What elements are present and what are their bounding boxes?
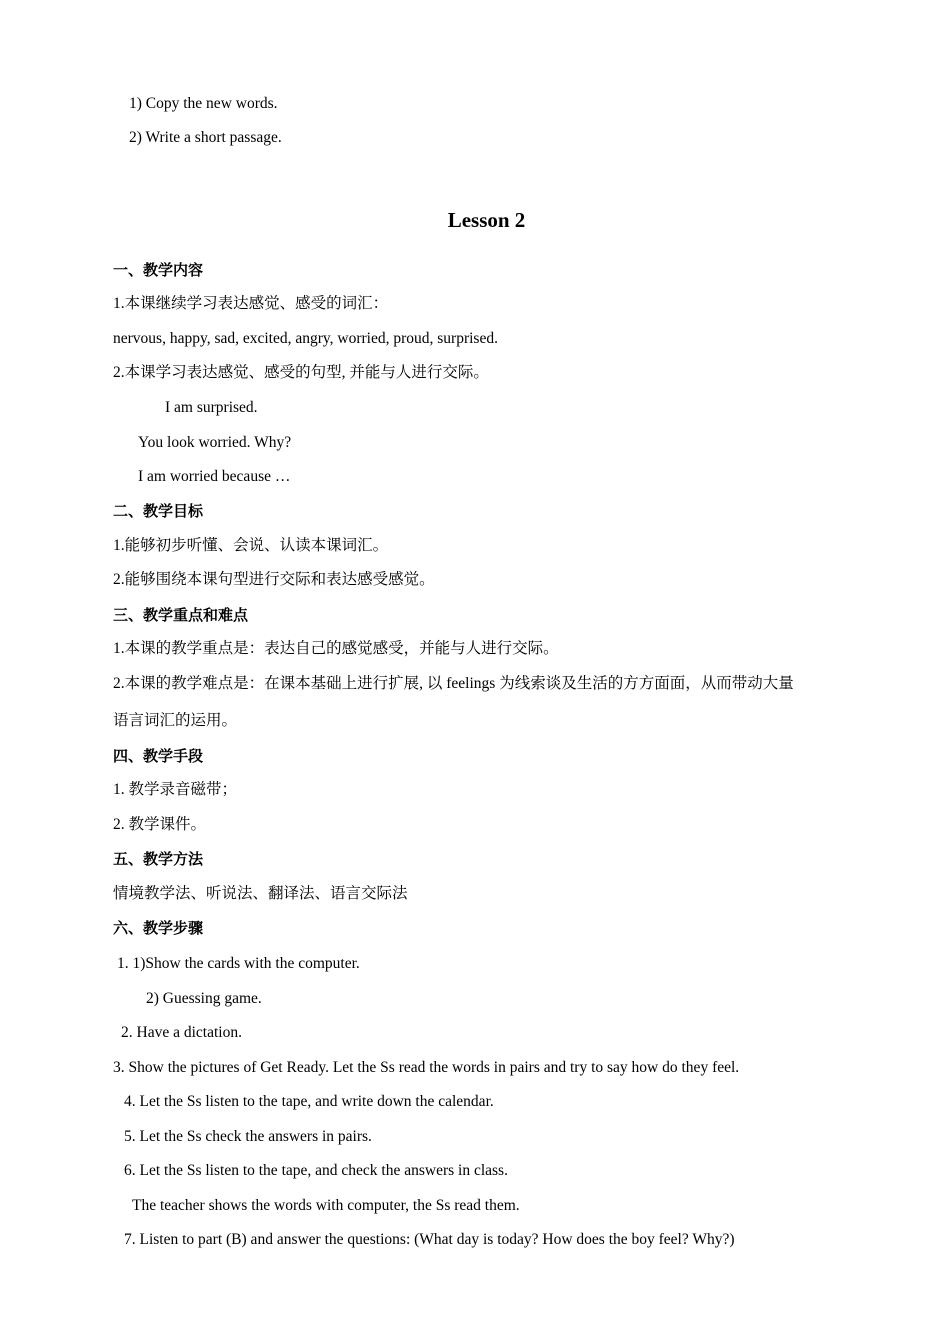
section-heading: 一、教学内容 xyxy=(113,261,204,279)
paragraph: 2.本课学习表达感觉、感受的句型, 并能与人进行交际。 xyxy=(113,364,489,381)
section-heading: 二、教学目标 xyxy=(113,502,204,520)
step-item: 5. Let the Ss check the answers in pairs. xyxy=(124,1128,372,1145)
section-heading: 三、教学重点和难点 xyxy=(113,606,249,624)
section-heading: 六、教学步骤 xyxy=(113,919,204,937)
paragraph: 2.能够围绕本课句型进行交际和表达感受感觉。 xyxy=(113,571,435,588)
step-item: 6. Let the Ss listen to the tape, and check the answers in class. xyxy=(124,1162,508,1179)
paragraph: 2. 教学课件。 xyxy=(113,816,207,833)
paragraph-continuation: 语言词汇的运用。 xyxy=(113,712,238,729)
step-item: The teacher shows the words with computer, the Ss read them. xyxy=(132,1197,520,1214)
step-item: 2) Guessing game. xyxy=(146,990,262,1007)
homework-item: 1) Copy the new words. xyxy=(129,95,278,112)
step-item: 1. 1)Show the cards with the computer. xyxy=(117,955,360,972)
sentence-pattern: You look worried. Why? xyxy=(138,434,292,451)
paragraph: 情境教学法、听说法、翻译法、语言交际法 xyxy=(113,885,408,902)
step-item: 3. Show the pictures of Get Ready. Let the Ss read the words in pairs and try to say how do they feel. xyxy=(113,1059,740,1076)
paragraph: 1.本课的教学重点是：表达自己的感觉感受，并能与人进行交际。 xyxy=(113,640,559,657)
step-item: 2. Have a dictation. xyxy=(121,1024,242,1041)
paragraph: 1. 教学录音磁带； xyxy=(113,781,238,798)
paragraph: 1.能够初步听懂、会说、认读本课词汇。 xyxy=(113,537,389,554)
step-item: 7. Listen to part (B) and answer the questions: (What day is today? How does the boy feel? Why?) xyxy=(124,1231,735,1248)
paragraph: 1.本课继续学习表达感觉、感受的词汇： xyxy=(113,295,389,312)
sentence-pattern: I am surprised. xyxy=(165,399,258,416)
section-heading: 四、教学手段 xyxy=(113,747,204,765)
section-heading: 五、教学方法 xyxy=(113,850,204,868)
lesson-title: Lesson 2 xyxy=(447,208,526,232)
vocabulary-list: nervous, happy, sad, excited, angry, worried, proud, surprised. xyxy=(113,330,498,347)
paragraph: 2.本课的教学难点是：在课本基础上进行扩展, 以 feelings 为线索谈及生活的方方面面，从而带动大量 xyxy=(113,675,794,692)
step-item: 4. Let the Ss listen to the tape, and write down the calendar. xyxy=(124,1093,494,1110)
sentence-pattern: I am worried because … xyxy=(138,468,291,485)
homework-item: 2) Write a short passage. xyxy=(129,129,282,146)
